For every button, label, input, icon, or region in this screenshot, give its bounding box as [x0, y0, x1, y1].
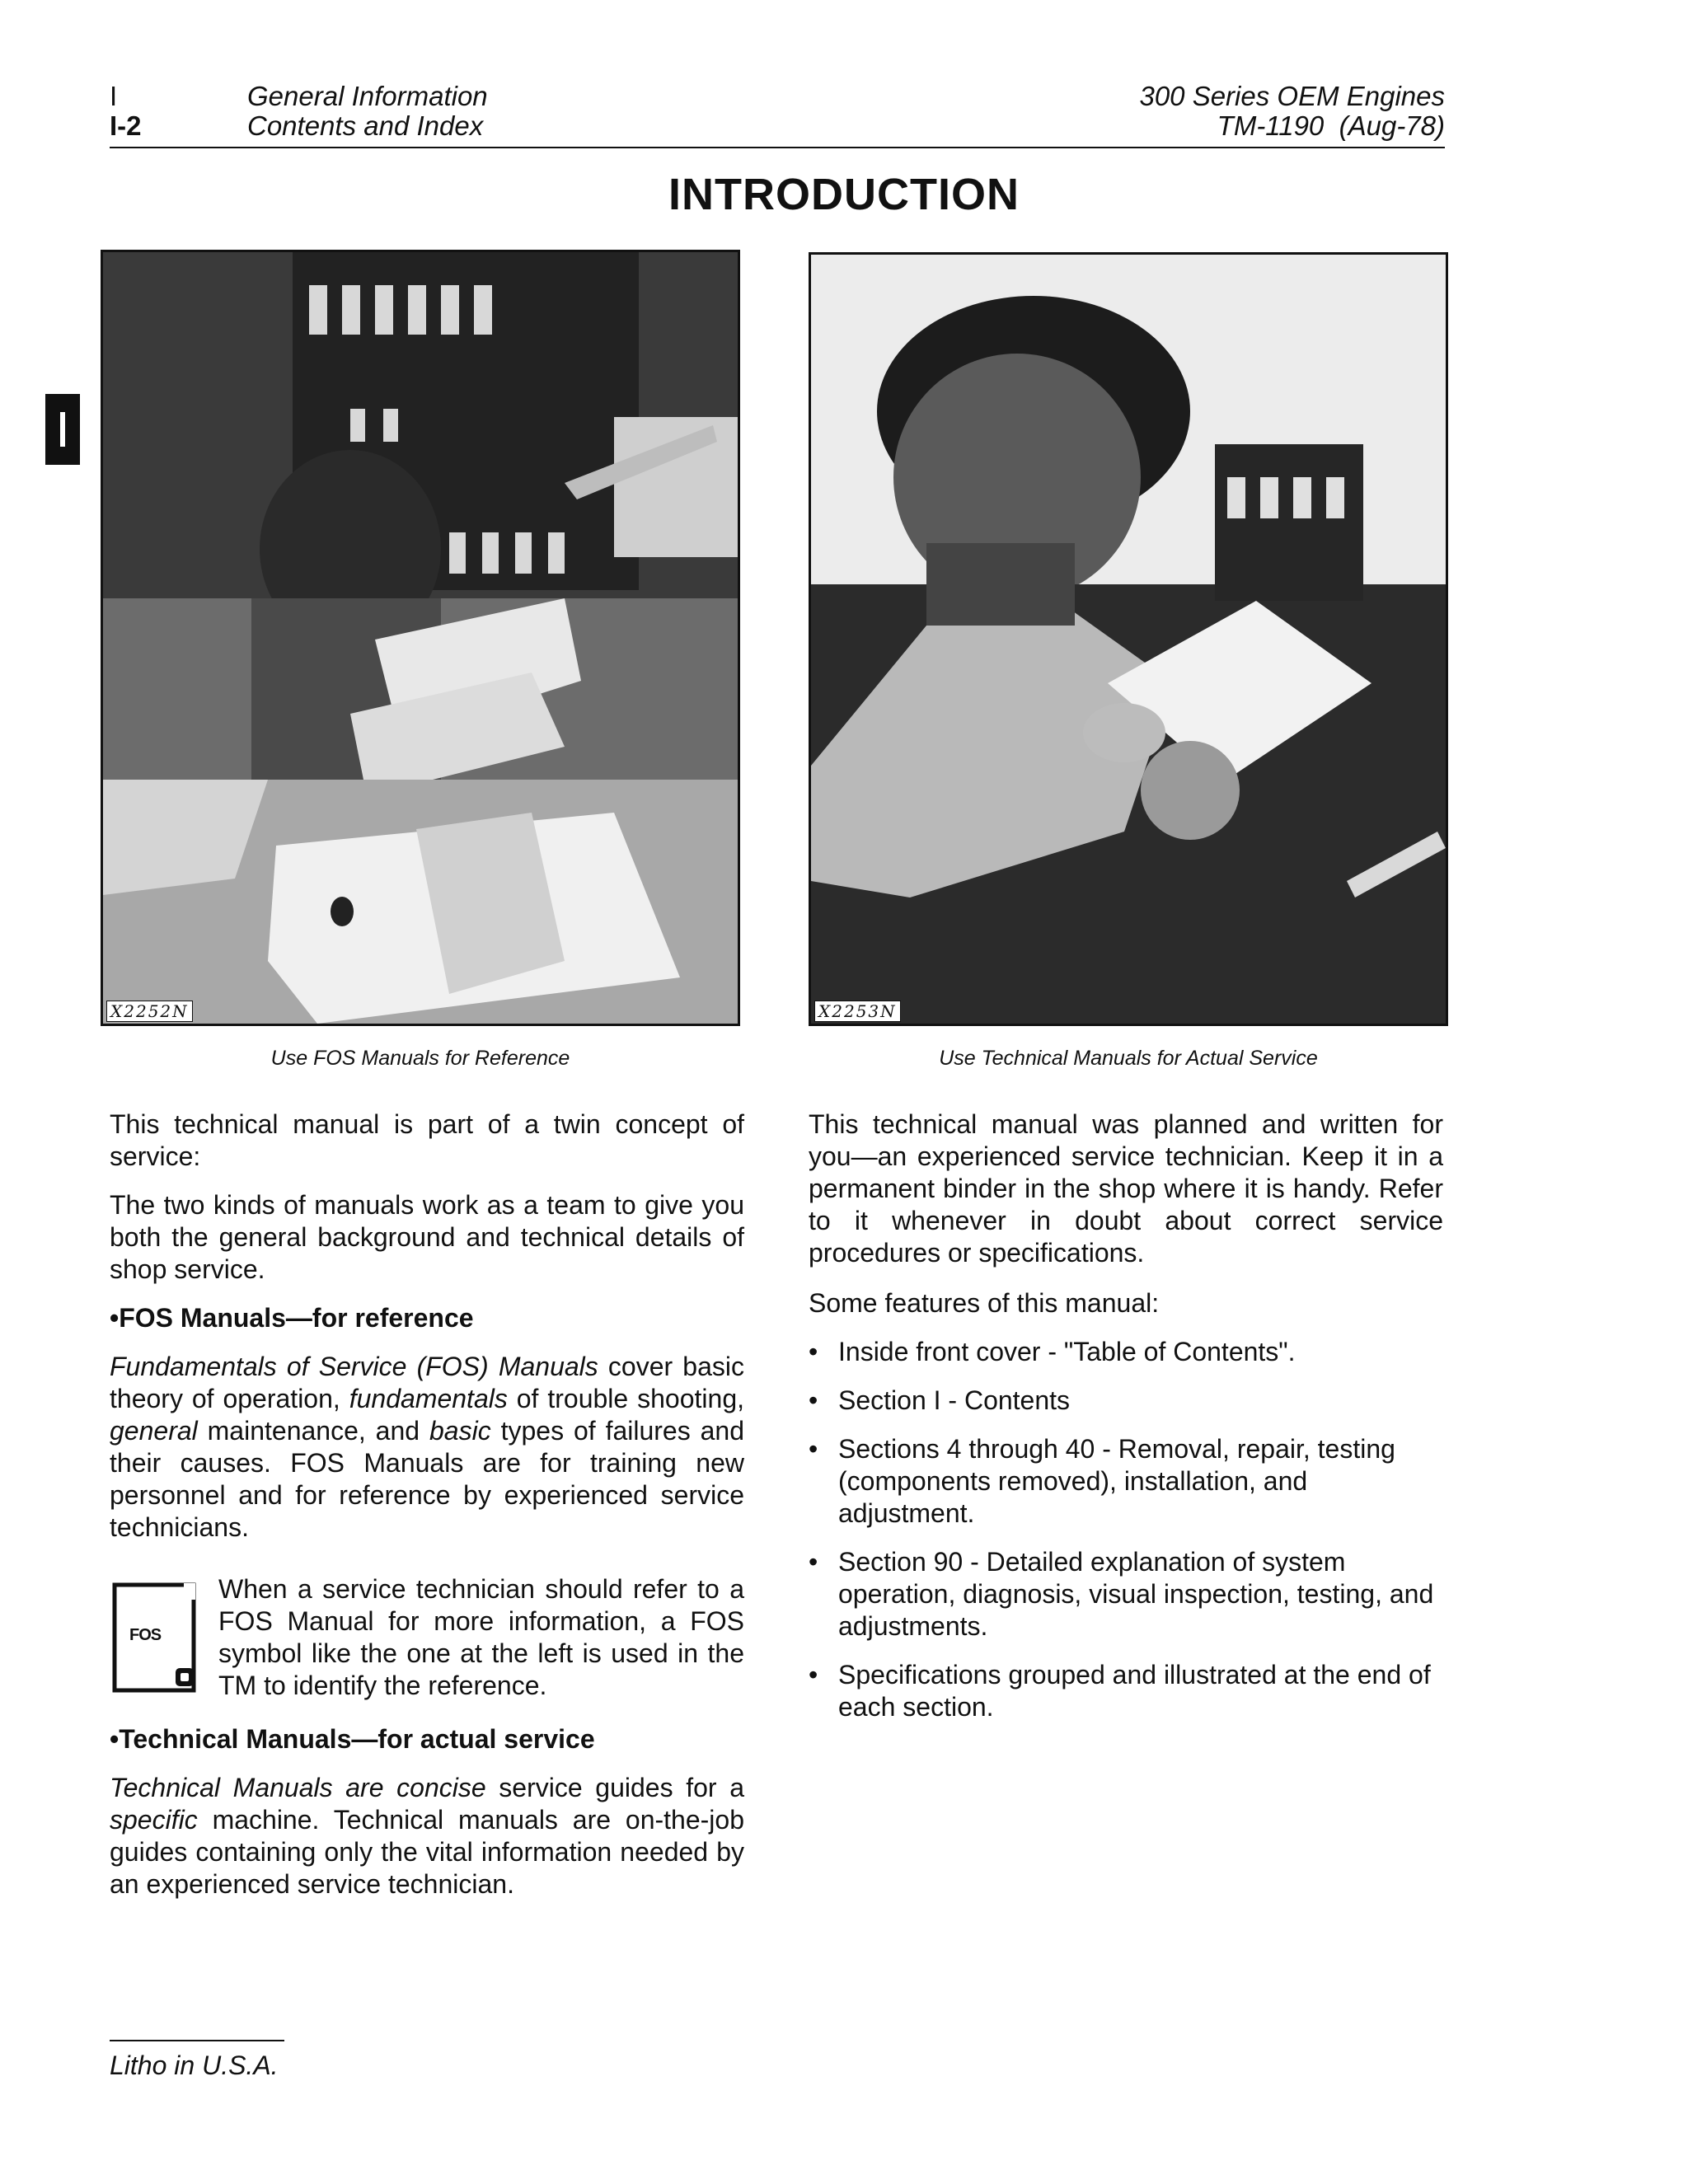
- feature-item: • Inside front cover - "Table of Contents".: [809, 1336, 1443, 1368]
- right-intro-paragraph: This technical manual was planned and written for you—an experienced service technician. Keep it in a permanent binder in the shop where it is handy. Refer to it whenever in doubt about correct service procedures or specifications.: [809, 1109, 1443, 1268]
- photo-fos-reference: [101, 250, 740, 1026]
- manual-title: 300 Series OEM Engines: [1139, 81, 1445, 111]
- section-number: I: [110, 81, 118, 111]
- page-number: I-2: [110, 110, 142, 141]
- caption-technical-service: Use Technical Manuals for Actual Service: [939, 1047, 1318, 1070]
- photo-technical-service: [809, 252, 1448, 1026]
- footer-rule: [110, 2040, 284, 2041]
- header-rule: [110, 147, 1445, 148]
- features-list: [809, 1336, 1443, 1723]
- feature-item: • Sections 4 through 40 - Removal, repair, testing (components removed), installation, and adjustment.: [809, 1433, 1443, 1530]
- left-team-paragraph: The two kinds of manuals work as a team to give you both the general background and technical details of shop service.: [110, 1190, 744, 1284]
- fos-paragraph: Fundamentals of Service (FOS) Manuals cover basic theory of operation, fundamentals of trouble shooting, general maintenance, and basic types of failures and their causes. FOS Manuals are for training new personnel and for reference by experienced service technicians.: [110, 1352, 745, 1542]
- tm-paragraph: Technical Manuals are concise service guides for a specific machine. Technical manuals are on-the-job guides containing only the vital information needed by an experienced service technician.: [110, 1773, 744, 1899]
- figure-id-x2252n: X2252N: [106, 1001, 193, 1022]
- feature-item: • Specifications grouped and illustrated at the end of each section.: [809, 1659, 1443, 1723]
- fos-heading: •FOS Manuals—for reference: [110, 1303, 474, 1333]
- footer-litho: Litho in U.S.A.: [110, 2050, 279, 2080]
- caption-fos-reference: Use FOS Manuals for Reference: [270, 1047, 570, 1070]
- tm-heading: •Technical Manuals—for actual service: [110, 1724, 595, 1754]
- page-title: INTRODUCTION: [668, 170, 1020, 219]
- manual-id: TM-1190 (Aug-78): [1217, 110, 1445, 141]
- feature-item: • Section I - Contents: [809, 1385, 1443, 1417]
- figure-id-x2253n: X2253N: [814, 1001, 901, 1022]
- left-intro-paragraph: This technical manual is part of a twin concept of service:: [110, 1109, 744, 1171]
- section-tab-marker: [45, 394, 80, 465]
- section-title: General Information: [247, 81, 488, 111]
- fos-symbol-icon: FOS: [111, 1582, 197, 1694]
- features-intro: Some features of this manual:: [809, 1288, 1160, 1318]
- subsection-title: Contents and Index: [247, 110, 484, 141]
- left-column: [110, 1108, 744, 1900]
- fos-symbol-text: When a service technician should refer to a FOS Manual for more information, a FOS symbol like the one at the left is used in the TM to identify the reference.: [218, 1574, 744, 1700]
- feature-item: • Section 90 - Detailed explanation of system operation, diagnosis, visual inspection, testing, and adjustments.: [809, 1546, 1443, 1643]
- right-column: [809, 1108, 1443, 1740]
- fos-symbol-block: [110, 1573, 744, 1705]
